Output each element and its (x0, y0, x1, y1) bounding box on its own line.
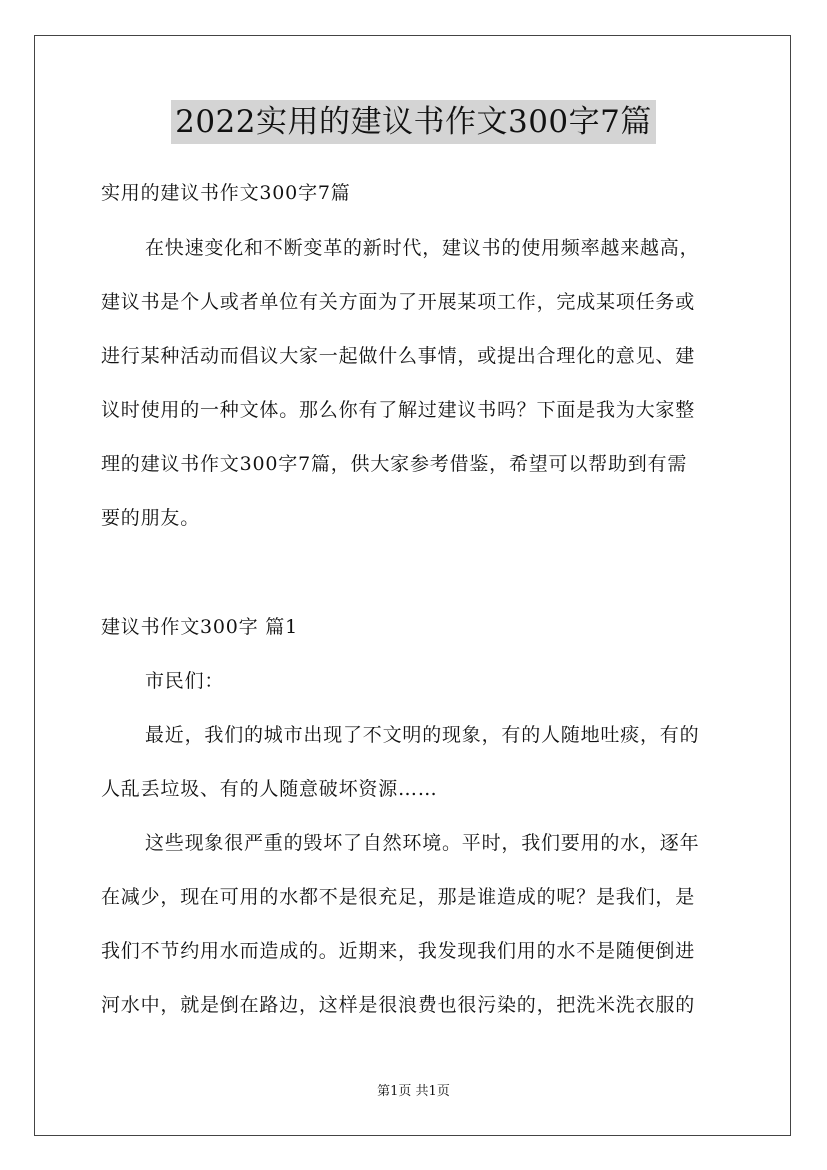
para2-line-3: 我们不节约用水而造成的。近期来，我发现我们用的水不是随便倒进 (101, 940, 696, 962)
document-title: 2022实用的建议书作文300字7篇 (171, 100, 656, 144)
page-footer: 第1页 共1页 (377, 1084, 450, 1099)
intro-line-2: 建议书是个人或者单位有关方面为了开展某项工作，完成某项任务或 (101, 291, 696, 313)
para2-line-2: 在减少，现在可用的水都不是很充足，那是谁造成的呢？是我们，是 (101, 886, 696, 908)
para1-line-1: 最近，我们的城市出现了不文明的现象，有的人随地吐痰，有的 (145, 724, 700, 746)
intro-line-3: 进行某种活动而倡议大家一起做什么事情，或提出合理化的意见、建 (101, 345, 696, 367)
intro-line-1: 在快速变化和不断变革的新时代，建议书的使用频率越来越高， (145, 237, 700, 259)
intro-line-5: 理的建议书作文300字7篇，供大家参考借鉴，希望可以帮助到有需 (101, 453, 688, 475)
document-subtitle: 实用的建议书作文300字7篇 (101, 182, 351, 204)
intro-line-4: 议时使用的一种文体。那么你有了解过建议书吗？下面是我为大家整 (101, 399, 696, 421)
section-heading: 建议书作文300字 篇1 (101, 616, 298, 638)
intro-line-6: 要的朋友。 (101, 507, 201, 529)
para1-line-2: 人乱丢垃圾、有的人随意破坏资源…… (101, 778, 438, 800)
title-container (0, 100, 827, 144)
para2-line-1: 这些现象很严重的毁坏了自然环境。平时，我们要用的水，逐年 (145, 832, 700, 854)
salutation: 市民们： (145, 670, 225, 692)
para2-line-4: 河水中，就是倒在路边，这样是很浪费也很污染的，把洗米洗衣服的 (101, 994, 696, 1016)
